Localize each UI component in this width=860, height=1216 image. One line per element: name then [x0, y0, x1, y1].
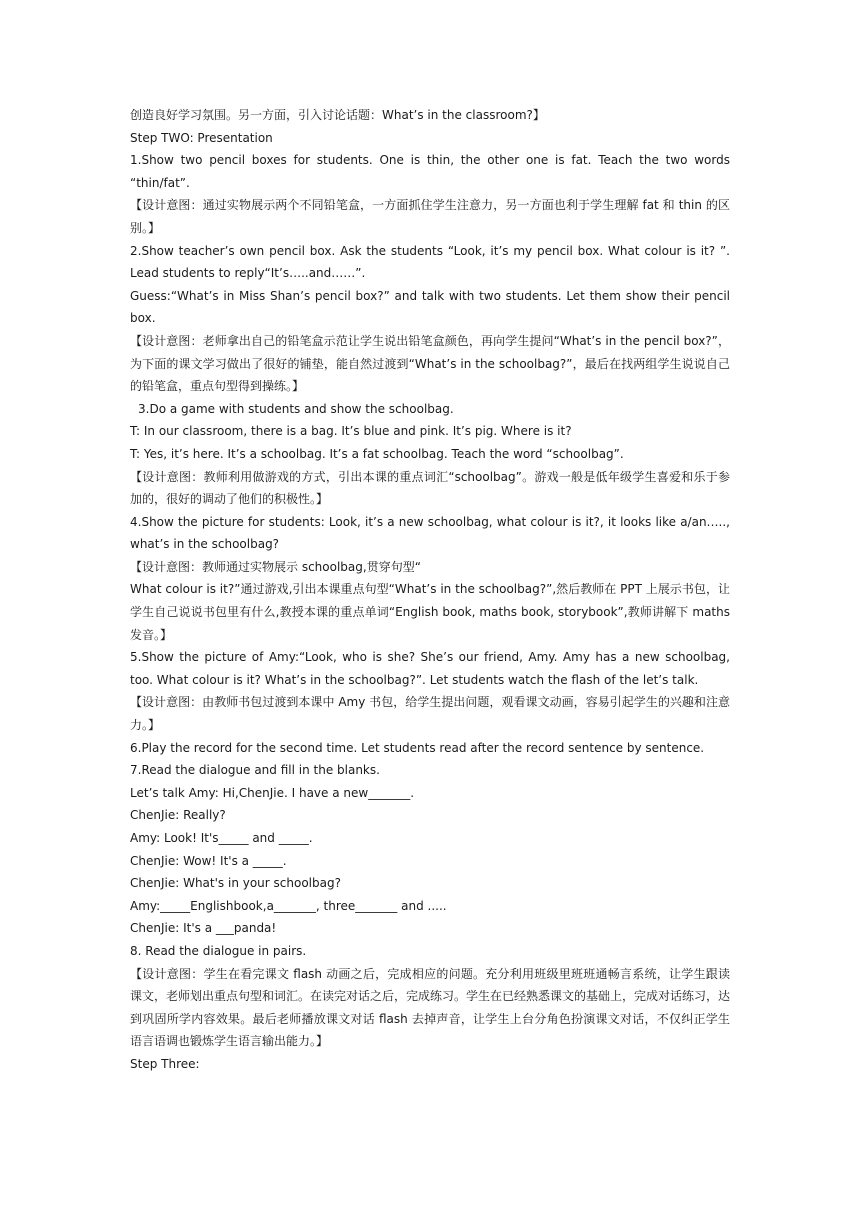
- document-page: [130, 104, 730, 1076]
- step-item-2: 2.Show teacher’s own pencil box. Ask the students “Look, it’s my pencil box. What colour is it? ”. Lead students to reply“It’s…..and……”.: [130, 243, 730, 281]
- dialogue-line-4: ChenJie: Wow! It's a _____.: [130, 853, 287, 868]
- step-item-8: 8. Read the dialogue in pairs.: [130, 943, 307, 958]
- teacher-line-2: T: Yes, it’s here. It’s a schoolbag. It’s a fat schoolbag. Teach the word “schoolbag”.: [130, 446, 624, 461]
- dialogue-line-3: Amy: Look! It's_____ and _____.: [130, 831, 313, 845]
- step-item-5: 5.Show the picture of Amy:“Look, who is she? She’s our friend, Amy. Amy has a new schoolbag, too. What colour is it? What’s in the schoolbag?”. Let students watch the flash of the let’s talk.: [130, 650, 730, 687]
- step-item-7: 7.Read the dialogue and fill in the blanks.: [130, 763, 380, 778]
- design-intent-4b: What colour is it?”通过游戏,引出本课重点句型“What’s in the schoolbag?”,然后教师在 PPT 上展示书包，让学生自己说说书包里有什么,教授本课的重点单词“English book, maths book, storybook”,教师讲解下 maths 发音。】: [130, 582, 730, 642]
- step-item-2-guess: Guess:“What’s in Miss Shan’s pencil box?” and talk with two students. Let them show their pencil box.: [130, 288, 730, 326]
- step-item-4: 4.Show the picture for students: Look, it’s a new schoolbag, what colour is it?, it looks like a/an….., what’s in the schoolbag?: [130, 514, 730, 552]
- design-intent-3: 【设计意图：教师利用做游戏的方式，引出本课的重点词汇“schoolbag”。游戏一般是低年级学生喜爱和乐于参加的，很好的调动了他们的积极性。】: [130, 469, 730, 507]
- dialogue-line-7: ChenJie: It's a ___panda!: [130, 921, 277, 936]
- teacher-line-1: T: In our classroom, there is a bag. It’s blue and pink. It’s pig. Where is it?: [130, 424, 572, 439]
- design-intent-1: 【设计意图：通过实物展示两个不同铅笔盒，一方面抓住学生注意力，另一方面也利于学生理解 fat 和 thin 的区别。】: [130, 198, 730, 235]
- paragraph-intro-tail: 创造良好学习氛围。另一方面，引入讨论话题：What’s in the classroom?】: [130, 108, 545, 122]
- dialogue-line-1: Let’s talk Amy: Hi,ChenJie. I have a new_______.: [130, 785, 415, 800]
- step-item-3: 3.Do a game with students and show the schoolbag.: [138, 401, 454, 416]
- step-item-6: 6.Play the record for the second time. Let students read after the record sentence by sentence.: [130, 740, 705, 755]
- design-intent-2: 【设计意图：老师拿出自己的铅笔盒示范让学生说出铅笔盒颜色，再向学生提问“What’s in the pencil box?”，为下面的课文学习做出了很好的铺垫，能自然过渡到“What’s in the schoolbag?”，最后在找两组学生说说自己的铅笔盒，重点句型得到操练。】: [130, 333, 730, 394]
- step-item-1: 1.Show two pencil boxes for students. One is thin, the other one is fat. Teach the two words “thin/fat”.: [130, 153, 730, 190]
- step-three-heading: Step Three:: [130, 1056, 200, 1071]
- dialogue-line-5: ChenJie: What's in your schoolbag?: [130, 876, 341, 891]
- step-two-heading: Step TWO: Presentation: [130, 130, 273, 145]
- dialogue-line-2: ChenJie: Really?: [130, 808, 226, 823]
- design-intent-4a: 【设计意图：教师通过实物展示 schoolbag,贯穿句型“: [130, 559, 421, 574]
- design-intent-5: 【设计意图：由教师书包过渡到本课中 Amy 书包，给学生提出问题，观看课文动画，容易引起学生的兴趣和注意力。】: [130, 695, 730, 733]
- dialogue-line-6: Amy:_____Englishbook,a_______, three_______ and .....: [130, 898, 447, 913]
- design-intent-8: 【设计意图：学生在看完课文 flash 动画之后，完成相应的问题。充分利用班级里班班通畅言系统，让学生跟读课文，老师划出重点句型和词汇。在读完对话之后，完成练习。学生在已经熟悉课文的基础上，完成对话练习，达到巩固所学内容效果。最后老师播放课文对话 flash 去掉声音，让学生上台分角色扮演课文对话，不仅纠正学生语言语调也锻炼学生语言输出能力。】: [130, 966, 731, 1049]
